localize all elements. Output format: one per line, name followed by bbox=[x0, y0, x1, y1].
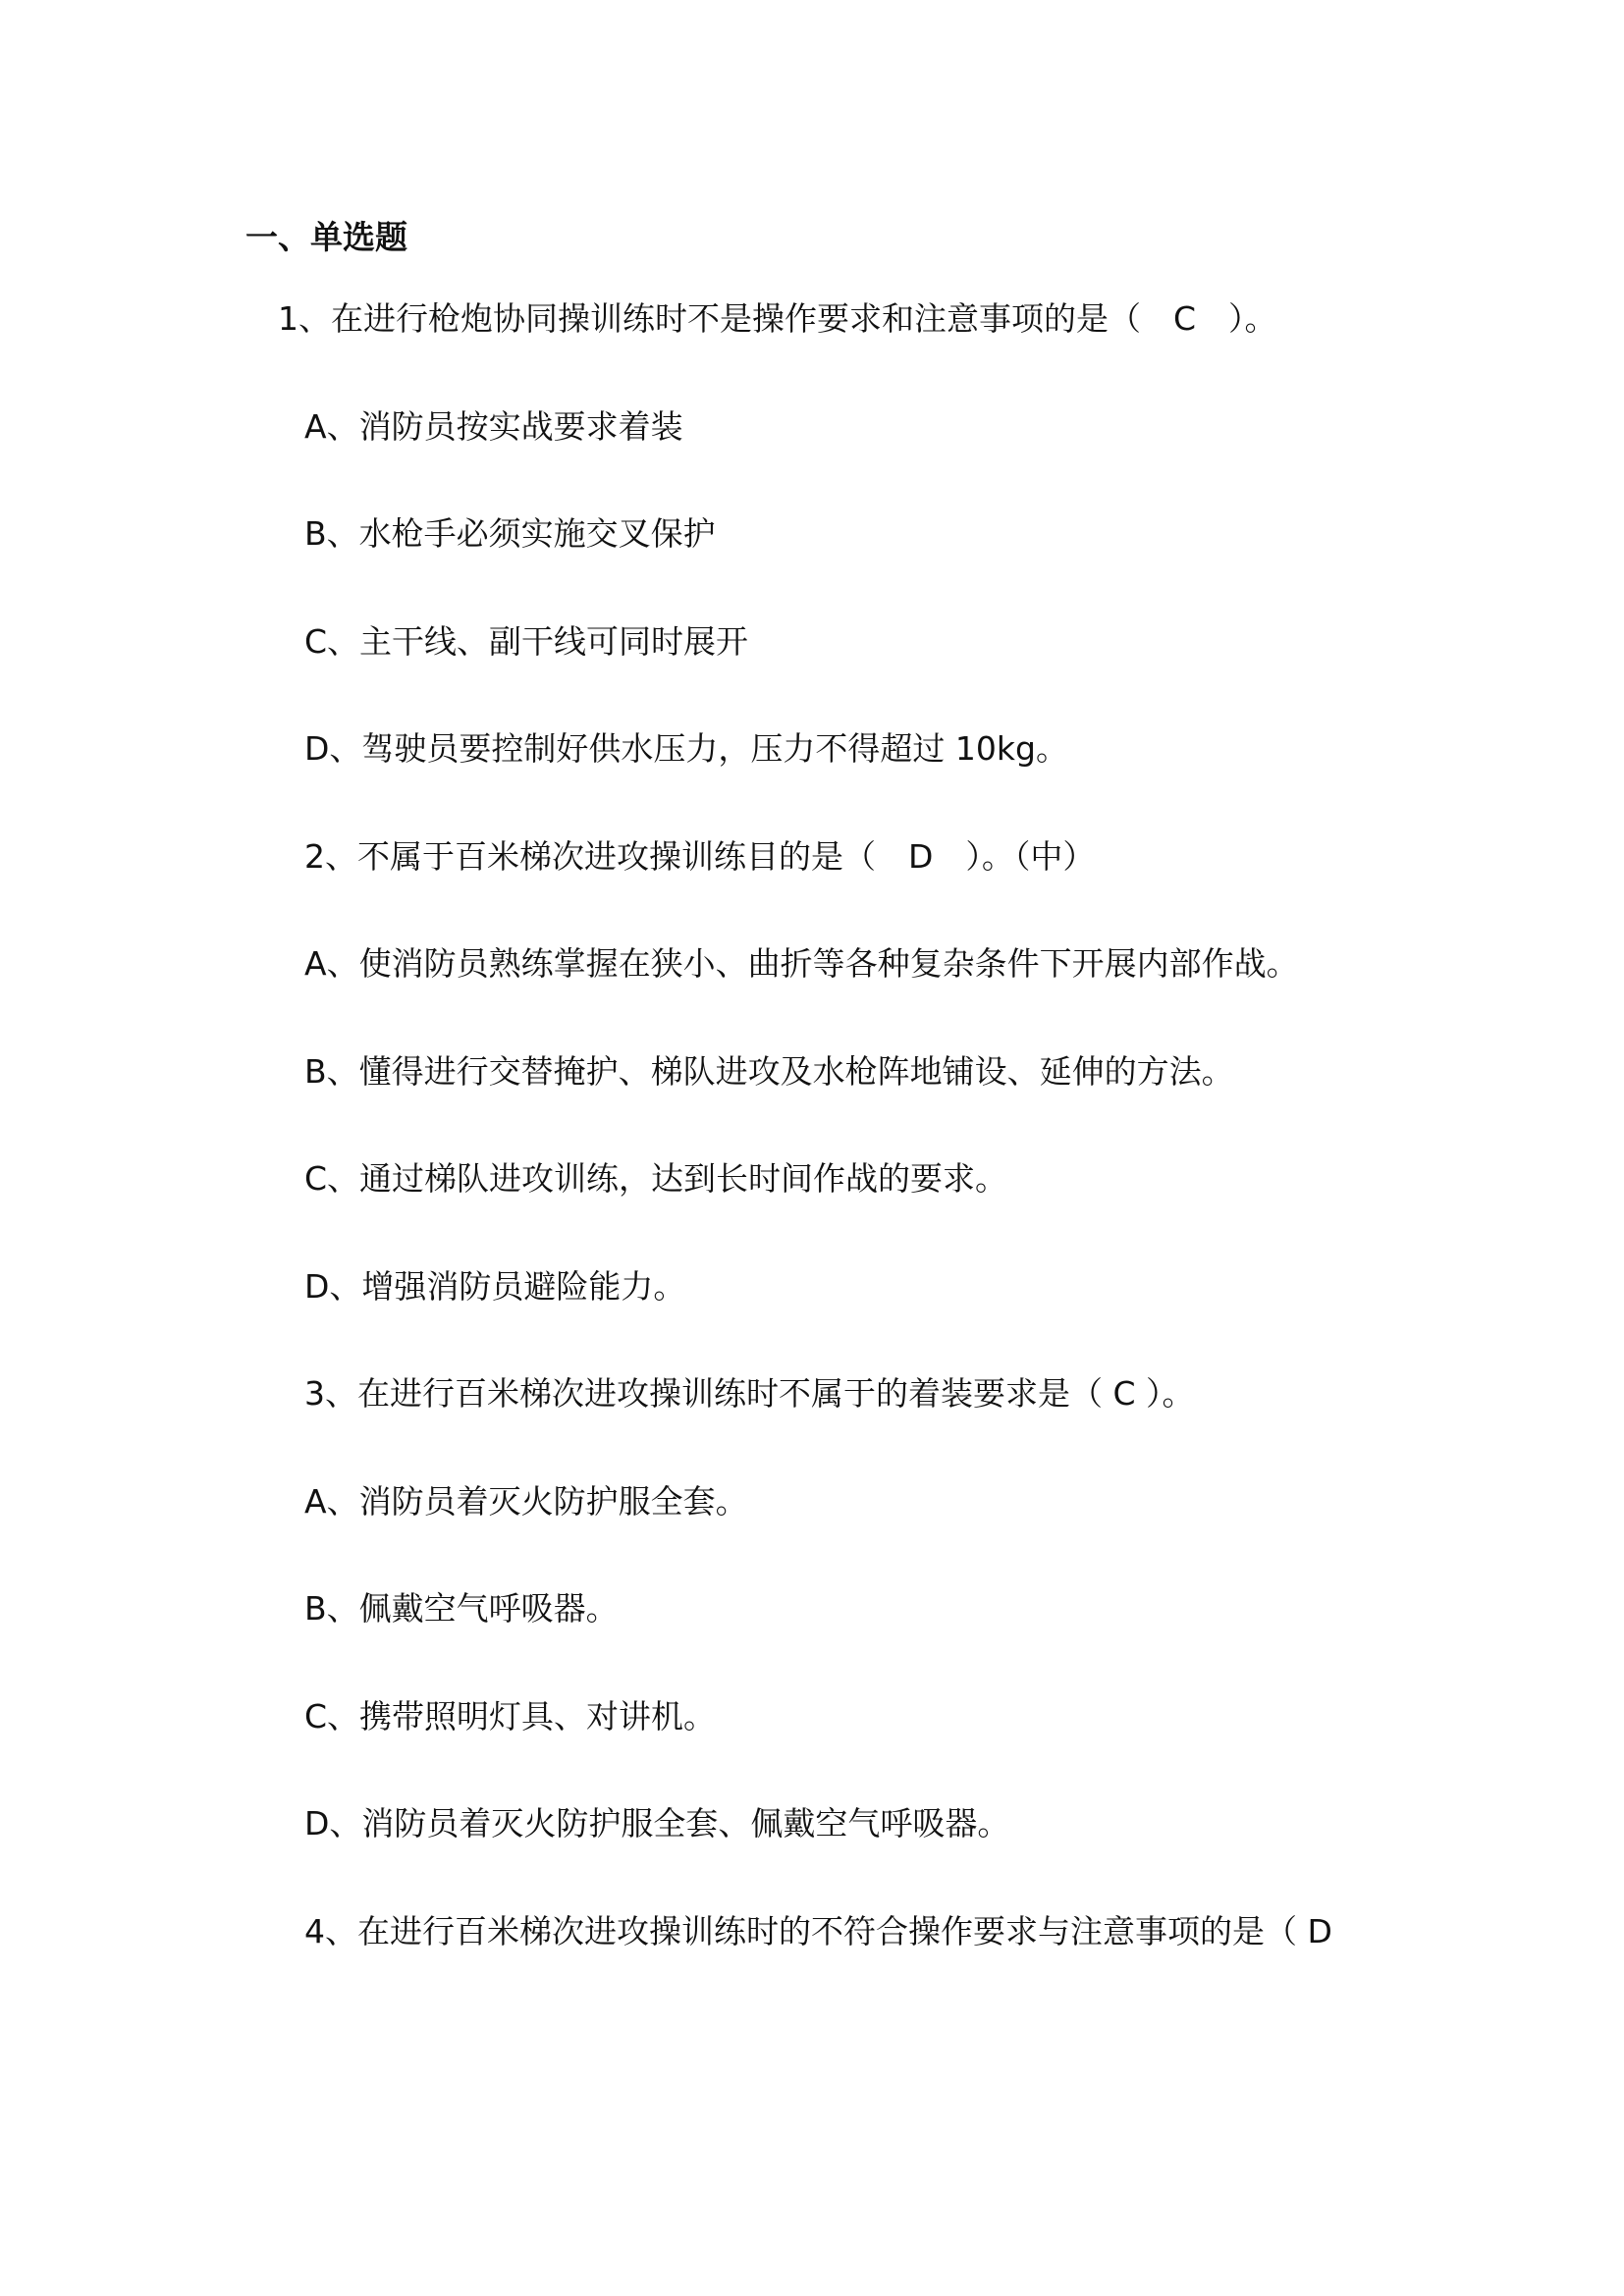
question-1-option-c: C、主干线、副干线可同时展开 bbox=[304, 622, 749, 661]
question-3-option-d: D、消防员着灭火防护服全套、佩戴空气呼吸器。 bbox=[304, 1804, 1010, 1842]
question-3-option-c: C、携带照明灯具、对讲机。 bbox=[304, 1697, 717, 1735]
question-2-stem: 2、不属于百米梯次进攻操训练目的是（ D ）。（中） bbox=[304, 837, 1096, 876]
question-2-option-a: A、使消防员熟练掌握在狭小、曲折等各种复杂条件下开展内部作战。 bbox=[304, 944, 1299, 983]
question-3-option-a: A、消防员着灭火防护服全套。 bbox=[304, 1482, 748, 1521]
question-2-option-c: C、通过梯队进攻训练，达到长时间作战的要求。 bbox=[304, 1159, 1008, 1198]
question-1-option-a: A、消防员按实战要求着装 bbox=[304, 407, 683, 446]
question-1-option-d: D、驾驶员要控制好供水压力，压力不得超过 10kg。 bbox=[304, 729, 1068, 768]
section-heading: 一、单选题 bbox=[245, 218, 407, 256]
question-1-stem: 1、在进行枪炮协同操训练时不是操作要求和注意事项的是（ C ）。 bbox=[278, 299, 1277, 338]
question-1-option-b: B、水枪手必须实施交叉保护 bbox=[304, 514, 716, 553]
question-4-stem: 4、在进行百米梯次进攻操训练时的不符合操作要求与注意事项的是（ D bbox=[304, 1912, 1332, 1950]
question-2-option-b: B、懂得进行交替掩护、梯队进攻及水枪阵地铺设、延伸的方法。 bbox=[304, 1052, 1234, 1091]
question-3-stem: 3、在进行百米梯次进攻操训练时不属于的着装要求是（ C ）。 bbox=[304, 1374, 1195, 1413]
question-3-option-b: B、佩戴空气呼吸器。 bbox=[304, 1589, 619, 1628]
question-2-option-d: D、增强消防员避险能力。 bbox=[304, 1267, 686, 1306]
